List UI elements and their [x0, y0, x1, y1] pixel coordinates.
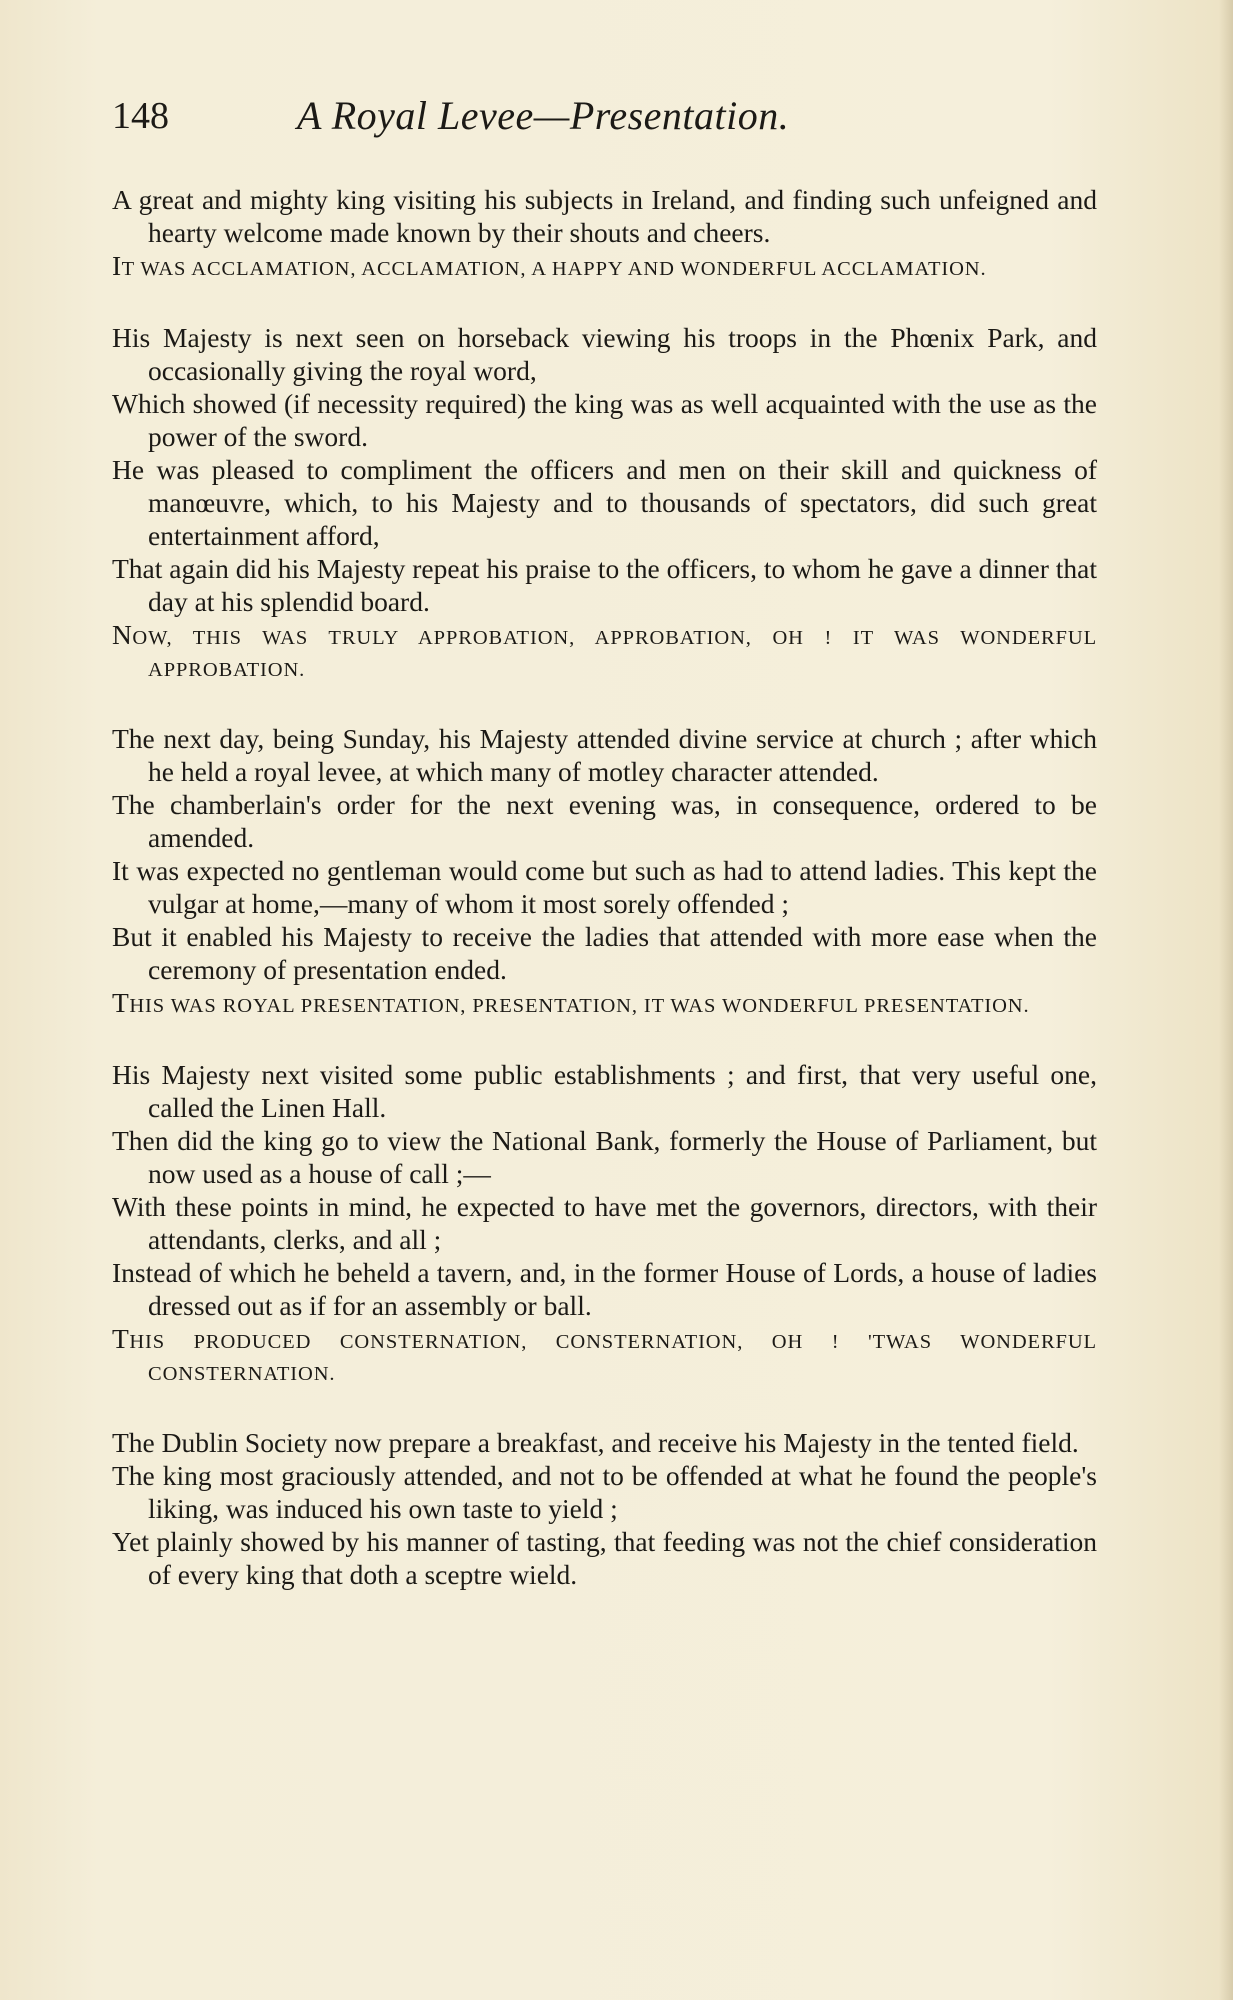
- page-header: [112, 92, 1112, 152]
- refrain-text: HIS PRODUCED CONSTERNATION, CONSTERNATION, OH ! 'TWAS WONDERFUL CONSTERNATION.: [129, 1331, 1097, 1385]
- verse-line: Then did the king go to view the National Bank, formerly the House of Parliament, but now used as a house of call ;—: [112, 1125, 1097, 1189]
- verse-line: Yet plainly showed by his manner of tasting, that feeding was not the chief consideration of every king that doth a sceptre wield.: [112, 1526, 1097, 1590]
- refrain-text: T WAS ACCLAMATION, ACCLAMATION, A HAPPY AND WONDERFUL ACCLAMATION.: [121, 258, 987, 280]
- verse-line: Instead of which he beheld a tavern, and, in the former House of Lords, a house of ladies dressed out as if for an assembly or ball.: [112, 1257, 1097, 1321]
- page-number: 148: [112, 95, 169, 137]
- running-title: A Royal Levee—Presentation.: [297, 93, 790, 138]
- poem-body: [112, 183, 1097, 1627]
- verse-line: Which showed (if necessity required) the king was as well acquainted with the use as the power of the sword.: [112, 388, 1097, 452]
- verse-line: It was expected no gentleman would come but such as had to attend ladies. This kept the vulgar at home,—many of whom it most sorely offended ;: [112, 855, 1097, 919]
- stanza-4: [112, 1058, 1097, 1390]
- stanza-2: [112, 321, 1097, 686]
- refrain-initial: T: [112, 987, 130, 1018]
- verse-line: But it enabled his Majesty to receive the ladies that attended with more ease when the ceremony of presentation ended.: [112, 921, 1097, 985]
- refrain-initial: I: [112, 250, 122, 281]
- verse-line: He was pleased to compliment the officers and men on their skill and quickness of manœuvre, which, to his Majesty and to thousands of spectators, did such great entertainment afford,: [112, 454, 1097, 551]
- refrain: [112, 1323, 1097, 1390]
- verse-line: The chamberlain's order for the next evening was, in consequence, ordered to be amended.: [112, 789, 1097, 853]
- verse-line: The next day, being Sunday, his Majesty attended divine service at church ; after which he held a royal levee, at which many of motley character attended.: [112, 723, 1097, 787]
- refrain: [112, 619, 1097, 686]
- refrain-text: OW, THIS WAS TRULY APPROBATION, APPROBATION, OH ! IT WAS WONDERFUL APPROBATION.: [132, 627, 1097, 681]
- verse-line: His Majesty is next seen on horseback viewing his troops in the Phœnix Park, and occasionally giving the royal word,: [112, 322, 1097, 386]
- verse-line: With these points in mind, he expected to have met the governors, directors, with their attendants, clerks, and all ;: [112, 1191, 1097, 1255]
- refrain-text: HIS WAS ROYAL PRESENTATION, PRESENTATION, IT WAS WONDERFUL PRESENTATION.: [129, 995, 1030, 1017]
- refrain: [112, 987, 1097, 1022]
- refrain: [112, 250, 1097, 285]
- verse-line: His Majesty next visited some public establishments ; and first, that very useful one, called the Linen Hall.: [112, 1059, 1097, 1123]
- stanza-1: [112, 183, 1097, 285]
- page-edge-shadow: [1219, 0, 1233, 2000]
- verse-line: The Dublin Society now prepare a breakfast, and receive his Majesty in the tented field.: [112, 1427, 1079, 1458]
- stanza-3: [112, 722, 1097, 1022]
- verse-line: The king most graciously attended, and not to be offended at what he found the people's liking, was induced his own taste to yield ;: [112, 1460, 1097, 1524]
- verse-line: A great and mighty king visiting his subjects in Ireland, and finding such unfeigned and hearty welcome made known by their shouts and cheers.: [112, 184, 1097, 248]
- verse-line: That again did his Majesty repeat his praise to the officers, to whom he gave a dinner that day at his splendid board.: [112, 553, 1097, 617]
- refrain-initial: T: [112, 1323, 130, 1354]
- stanza-5: [112, 1426, 1097, 1591]
- refrain-initial: N: [112, 619, 133, 650]
